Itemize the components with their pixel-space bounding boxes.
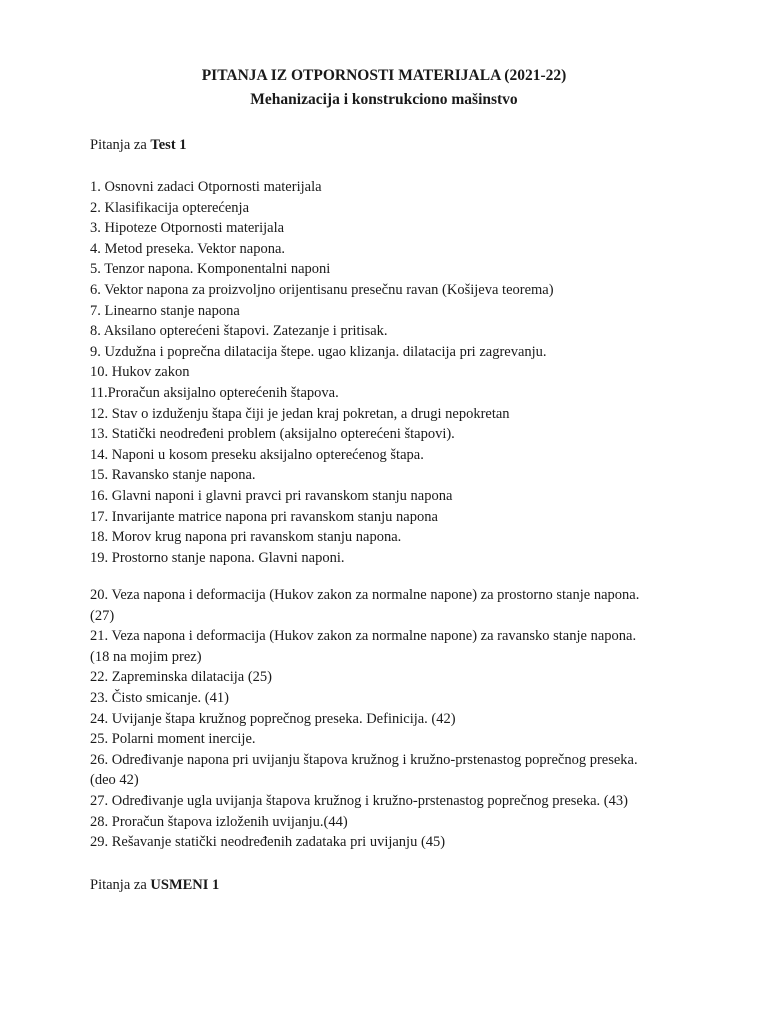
question-item: 13. Statički neodređeni problem (aksijalno opterećeni štapovi).: [90, 426, 455, 443]
question-item: 14. Naponi u kosom preseku aksijalno opterećenog štapa.: [90, 446, 424, 463]
question-item: 3. Hipoteze Otpornosti materijala: [90, 220, 285, 237]
question-text: 21. Veza napona i deformacija (Hukov zakon za normalne napone) za ravansko stanje napona.: [90, 628, 637, 645]
question-item: 1. Osnovni zadaci Otpornosti materijala: [90, 179, 322, 195]
document-title: PITANJA IZ OTPORNOSTI MATERIJALA (2021-22): [201, 67, 567, 84]
section-heading-name: Test 1: [150, 137, 187, 153]
question-item: 6. Vektor napona za proizvoljno orijentisanu presečnu ravan (Košijeva teorema): [90, 281, 554, 298]
question-item: 11.Proračun aksijalno opterećenih štapova.: [90, 384, 339, 401]
question-text: 26. Određivanje napona pri uvijanju štapova kružnog i kružno-prstenastog poprečnog preseka.: [90, 751, 638, 768]
question-list-part-2: [90, 585, 690, 853]
question-item: 9. Uzdužna i poprečna dilatacija štepe. ugao klizanja. dilatacija pri zagrevanju.: [90, 343, 547, 360]
question-item: [90, 812, 690, 833]
question-text: 20. Veza napona i deformacija (Hukov zakon za normalne napone) za prostorno stanje napona.: [90, 587, 640, 603]
question-item: 7. Linearno stanje napona: [90, 302, 240, 319]
question-item: [90, 791, 690, 812]
question-item: [90, 729, 690, 750]
question-text: 24. Uvijanje štapa kružnog poprečnog preseka. Definicija. (42): [90, 710, 456, 727]
question-item: 16. Glavni naponi i glavni pravci pri ravanskom stanju napona: [90, 487, 453, 504]
question-item: 19. Prostorno stanje napona. Glavni naponi.: [90, 549, 345, 566]
question-text: 27. Određivanje ugla uvijanja štapova kružnog i kružno-prstenastog poprečnog preseka. (43): [90, 792, 628, 809]
question-item: 10. Hukov zakon: [90, 364, 190, 381]
question-item: 4. Metod preseka. Vektor napona.: [90, 240, 286, 257]
question-item: 15. Ravansko stanje napona.: [90, 467, 256, 484]
question-text: 22. Zapreminska dilatacija (25): [90, 669, 272, 686]
question-item: [90, 709, 690, 730]
question-text: 23. Čisto smicanje. (41): [90, 689, 229, 706]
question-item: [90, 667, 690, 688]
question-item: 17. Invarijante matrice napona pri ravanskom stanju napona: [90, 508, 438, 525]
question-text: 28. Proračun štapova izloženih uvijanju.(44): [90, 813, 348, 830]
question-item: 8. Aksilano opterećeni štapovi. Zatezanje i pritisak.: [90, 323, 388, 340]
section-heading-prefix: Pitanja za: [90, 877, 151, 893]
document-subtitle: Mehanizacija i konstrukciono mašinstvo: [250, 91, 518, 108]
question-item: 2. Klasifikacija opterećenja: [90, 199, 250, 216]
section-heading-name: USMENI 1: [150, 877, 220, 893]
question-item: [90, 585, 690, 626]
section-heading-test-1: [90, 136, 187, 154]
question-item: 12. Stav o izduženju štapa čiji je jedan kraj pokretan, a drugi nepokretan: [90, 405, 510, 422]
question-continuation: (27): [90, 607, 115, 624]
question-item: [90, 626, 690, 667]
section-heading-prefix: Pitanja za: [90, 137, 151, 153]
question-continuation: (deo 42): [90, 772, 139, 789]
question-item: [90, 750, 690, 791]
question-text: 25. Polarni moment inercije.: [90, 731, 256, 748]
question-item: 18. Morov krug napona pri ravanskom stanju napona.: [90, 529, 402, 546]
question-list-part-1: [90, 177, 690, 568]
section-heading-usmeni-1: [90, 876, 219, 894]
question-item: 5. Tenzor napona. Komponentalni naponi: [90, 261, 331, 278]
question-item: [90, 688, 690, 709]
question-continuation: (18 na mojim prez): [90, 648, 202, 665]
question-text: 29. Rešavanje statički neodređenih zadataka pri uvijanju (45): [90, 834, 446, 851]
question-item: [90, 832, 690, 853]
